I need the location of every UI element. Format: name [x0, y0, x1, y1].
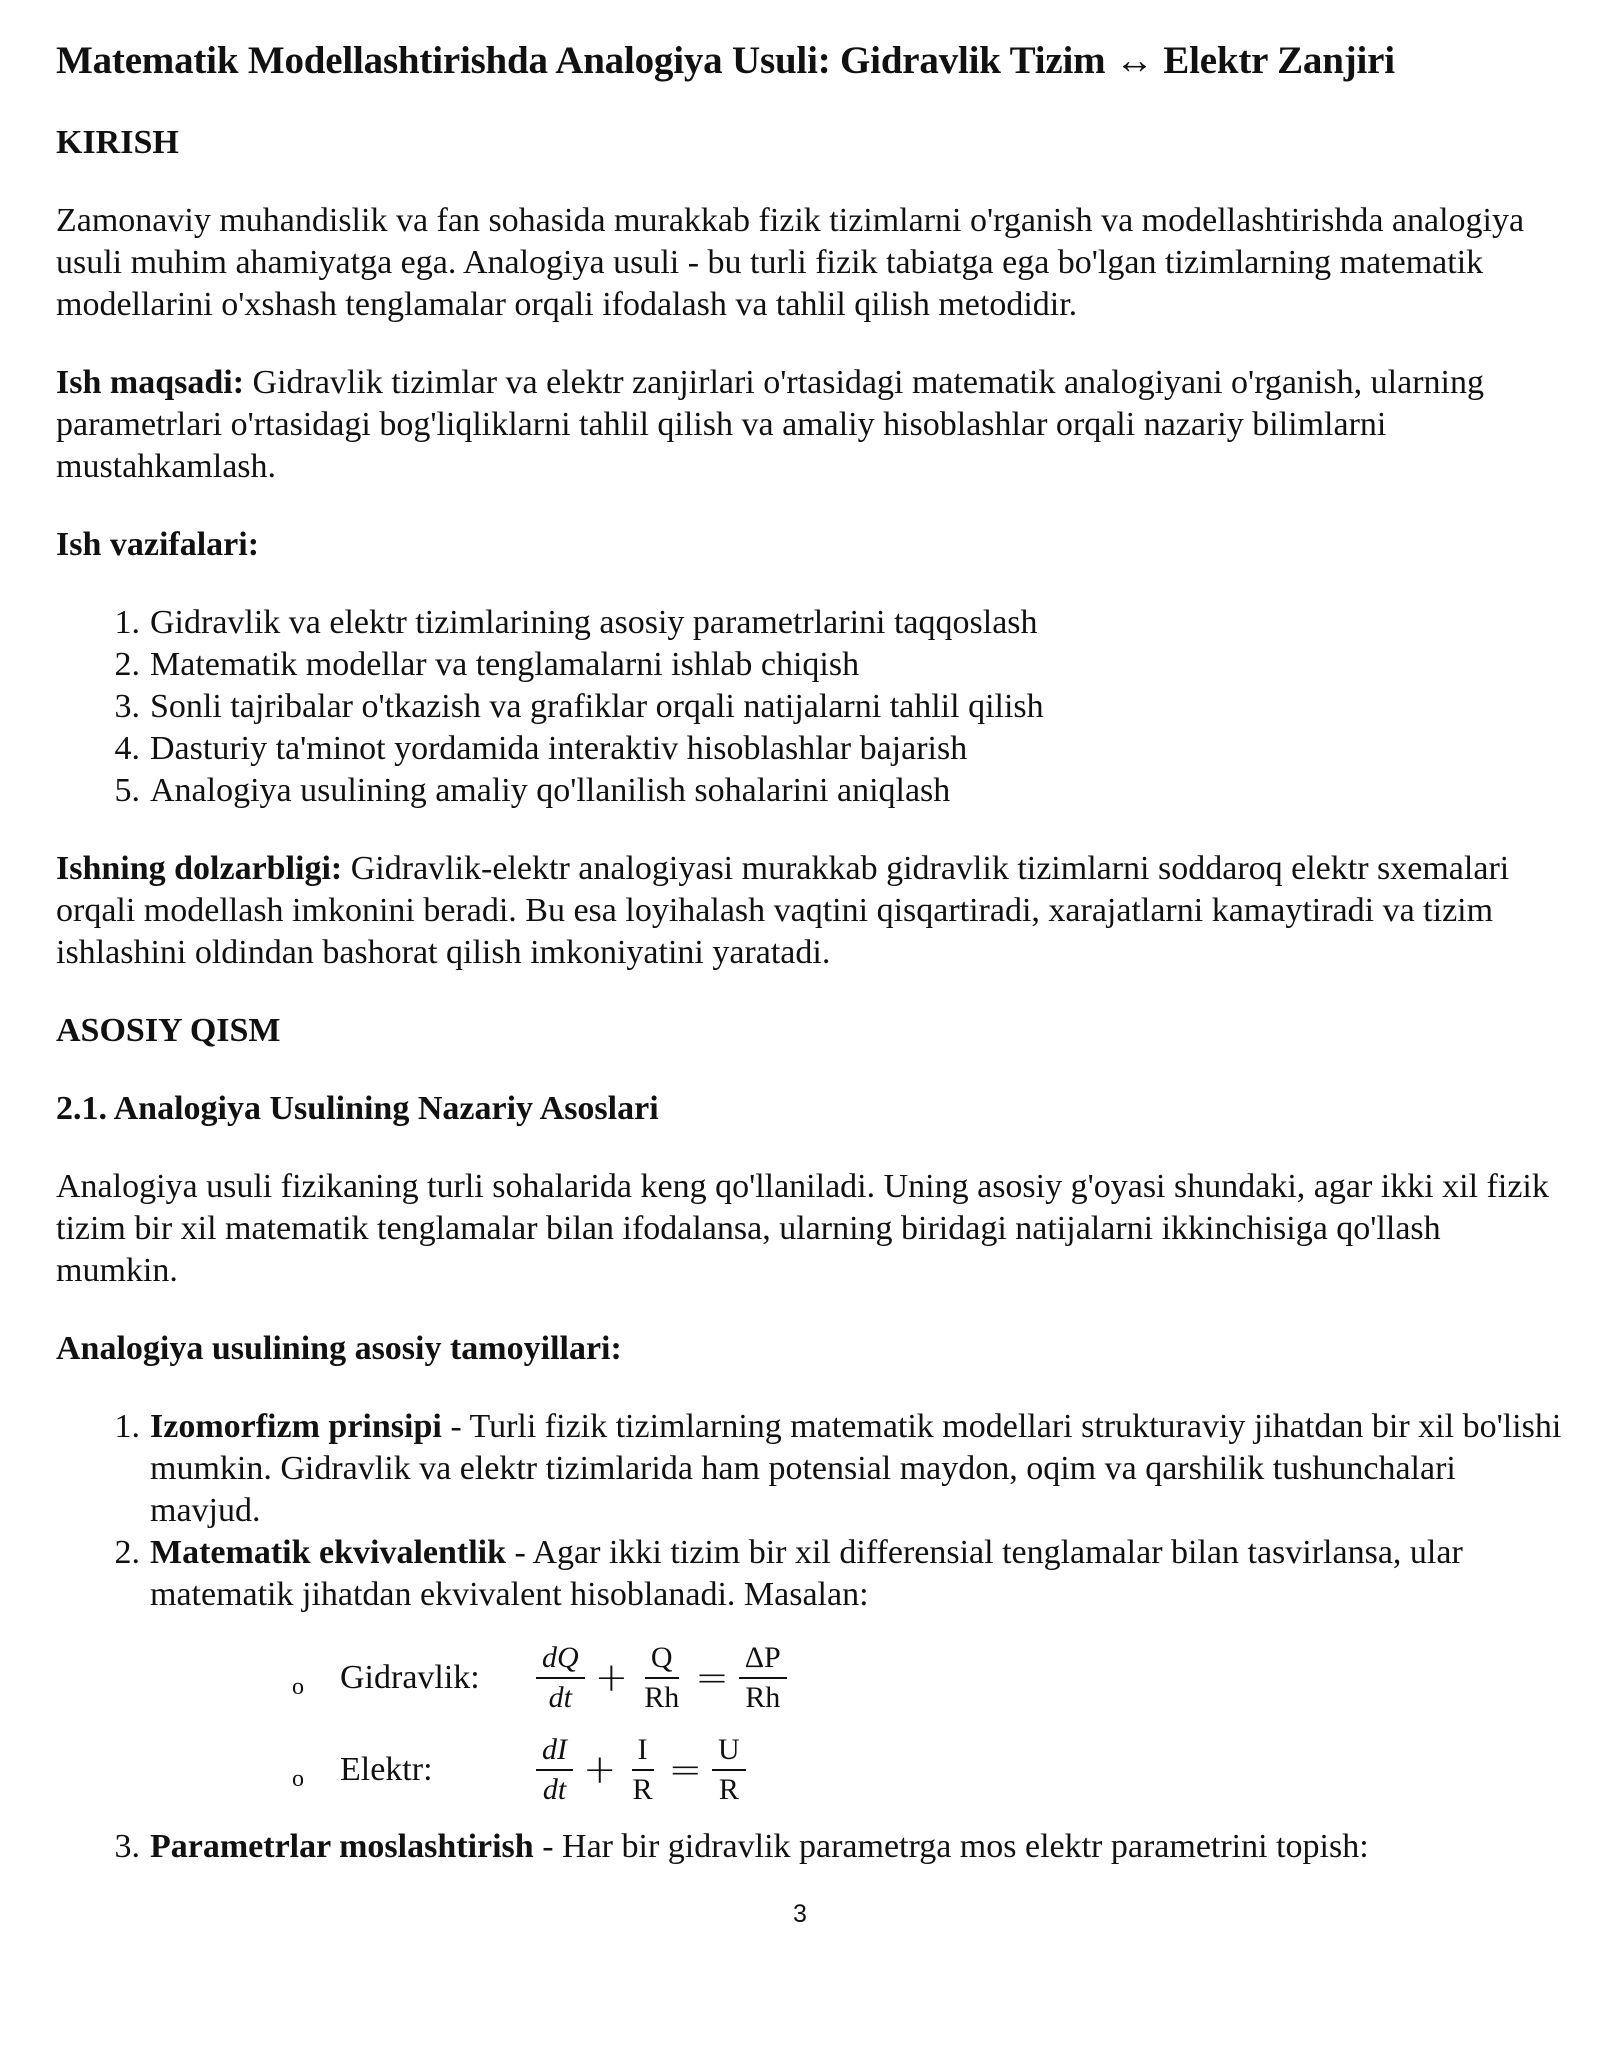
- list-item: [56, 686, 1566, 728]
- list-text: Sonli tajribalar o'tkazish va grafiklar orqali natijalarni tahlil qilish: [150, 688, 1044, 725]
- principle-text: - Har bir gidravlik parametrga mos elektr parametrini topish:: [533, 1828, 1369, 1865]
- numerator: Q: [645, 1639, 679, 1679]
- plus-sign: +: [594, 1655, 629, 1701]
- relevance-label: Ishning dolzarbligi:: [56, 850, 343, 887]
- document-page: [56, 36, 1566, 1904]
- principle-text: - Turli fizik tizimlarning matematik modellari strukturaviy jihatdan bir xil bo'lishi mumkin. Gidravlik va elektr tizimlarida ham potensial maydon, oqim va qarshilik tushunchalari mavjud.: [150, 1408, 1562, 1529]
- intro-paragraph: Zamonaviy muhandislik va fan sohasida murakkab fizik tizimlarni o'rganish va modellashtirishda analogiya usuli muhim ahamiyatga ega. Analogiya usuli - bu turli fizik tabiatga ega bo'lgan tizimlarning matematik modellarini o'xshash tenglamalar orqali ifodalash va tahlil qilish metodidir.: [56, 202, 1525, 323]
- principle-label: Matematik ekvivalentlik: [150, 1534, 507, 1571]
- page-number: 3: [793, 1900, 807, 1928]
- principle-label: Parametrlar moslashtirish: [150, 1828, 534, 1865]
- list-item: [56, 1532, 1566, 1816]
- formula-list: [150, 1632, 1566, 1816]
- list-text: Matematik modellar va tenglamalarni ishlab chiqish: [150, 646, 860, 683]
- list-number: 5.: [114, 772, 140, 809]
- list-number: 4.: [114, 730, 140, 767]
- list-item: [56, 602, 1566, 644]
- equation: [530, 1731, 752, 1809]
- fraction: [638, 1639, 685, 1717]
- principle-label: Izomorfizm prinsipi: [150, 1408, 442, 1445]
- main-heading: ASOSIY QISM: [56, 1012, 281, 1049]
- list-item: [56, 1406, 1566, 1532]
- intro-heading: KIRISH: [56, 124, 179, 161]
- relevance-text: Gidravlik-elektr analogiyasi murakkab gidravlik tizimlarni soddaroq elektr sxemalari orqali modellash imkonini beradi. Bu esa loyihalash vaqtini qisqartiradi, xarajatlarni kamaytiradi va tizim ishlashini oldindan bashorat qilish imkoniyatini yaratadi.: [56, 850, 1510, 971]
- tasks-heading: Ish vazifalari:: [56, 526, 260, 563]
- numerator: ΔP: [739, 1639, 787, 1679]
- bullet-icon: o: [292, 1674, 304, 1700]
- principles-list: [56, 1406, 1566, 1868]
- numerator: dQ: [536, 1639, 585, 1679]
- goal-paragraph: [56, 362, 1566, 488]
- numerator: U: [712, 1731, 746, 1771]
- fraction: [712, 1731, 746, 1809]
- denominator: Rh: [745, 1681, 781, 1714]
- section-paragraph: Analogiya usuli fizikaning turli sohalarida keng qo'llaniladi. Uning asosiy g'oyasi shundaki, agar ikki xil fizik tizim bir xil matematik tenglamalar bilan ifodalansa, ularning biridagi natijalarni ikkinchisiga qo'llash mumkin.: [56, 1168, 1549, 1289]
- denominator: dt: [548, 1681, 572, 1714]
- principle-text: - Agar ikki tizim bir xil differensial tenglamalar bilan tasvirlansa, ular matematik jihatdan ekvivalent hisoblanadi. Masalan:: [150, 1534, 1463, 1613]
- list-number: 2.: [114, 646, 140, 683]
- equals-sign: =: [695, 1655, 729, 1701]
- goal-text: Gidravlik tizimlar va elektr zanjirlari o'rtasidagi matematik analogiyani o'rganish, ularning parametrlari o'rtasidagi bog'liqliklarni tahlil qilish va amaliy hisoblashlar orqali nazariy bilimlarni mustahkamlash.: [56, 364, 1484, 485]
- plus-sign: +: [583, 1747, 617, 1793]
- relevance-paragraph: [56, 848, 1566, 974]
- fraction: [739, 1639, 787, 1717]
- denominator: R: [718, 1773, 739, 1806]
- document-title: Matematik Modellashtirishda Analogiya Usuli: Gidravlik Tizim ↔ Elektr Zanjiri: [56, 39, 1395, 82]
- list-number: 3.: [114, 688, 140, 725]
- formula-label: Gidravlik:: [340, 1659, 480, 1696]
- fraction: [627, 1731, 659, 1809]
- list-text: Analogiya usulining amaliy qo'llanilish sohalarini aniqlash: [150, 772, 951, 809]
- principles-heading: Analogiya usulining asosiy tamoyillari:: [56, 1330, 622, 1367]
- list-number: 2.: [114, 1534, 140, 1571]
- bullet-icon: o: [292, 1766, 304, 1792]
- list-item: [56, 728, 1566, 770]
- list-item: [56, 1826, 1566, 1868]
- list-number: 1.: [114, 1408, 140, 1445]
- list-number: 1.: [114, 604, 140, 641]
- formula-item-electric: [150, 1724, 1566, 1816]
- numerator: I: [632, 1731, 654, 1771]
- equals-sign: =: [668, 1747, 703, 1793]
- list-text: Dasturiy ta'minot yordamida interaktiv hisoblashlar bajarish: [150, 730, 968, 767]
- list-item: [56, 770, 1566, 812]
- fraction: [536, 1639, 585, 1717]
- denominator: dt: [542, 1773, 567, 1806]
- tasks-list: [56, 602, 1566, 812]
- formula-item-hydraulic: [150, 1632, 1566, 1724]
- goal-label: Ish maqsadi:: [56, 364, 245, 401]
- section-heading: 2.1. Analogiya Usulining Nazariy Asoslari: [56, 1090, 659, 1127]
- numerator: dI: [536, 1731, 573, 1771]
- list-number: 3.: [114, 1828, 140, 1865]
- list-text: Gidravlik va elektr tizimlarining asosiy parametrlarini taqqoslash: [150, 604, 1038, 641]
- fraction: [536, 1731, 573, 1809]
- list-item: [56, 644, 1566, 686]
- denominator: R: [632, 1773, 653, 1806]
- equation: [530, 1639, 793, 1717]
- formula-label: Elektr:: [340, 1751, 433, 1788]
- denominator: Rh: [644, 1681, 680, 1714]
